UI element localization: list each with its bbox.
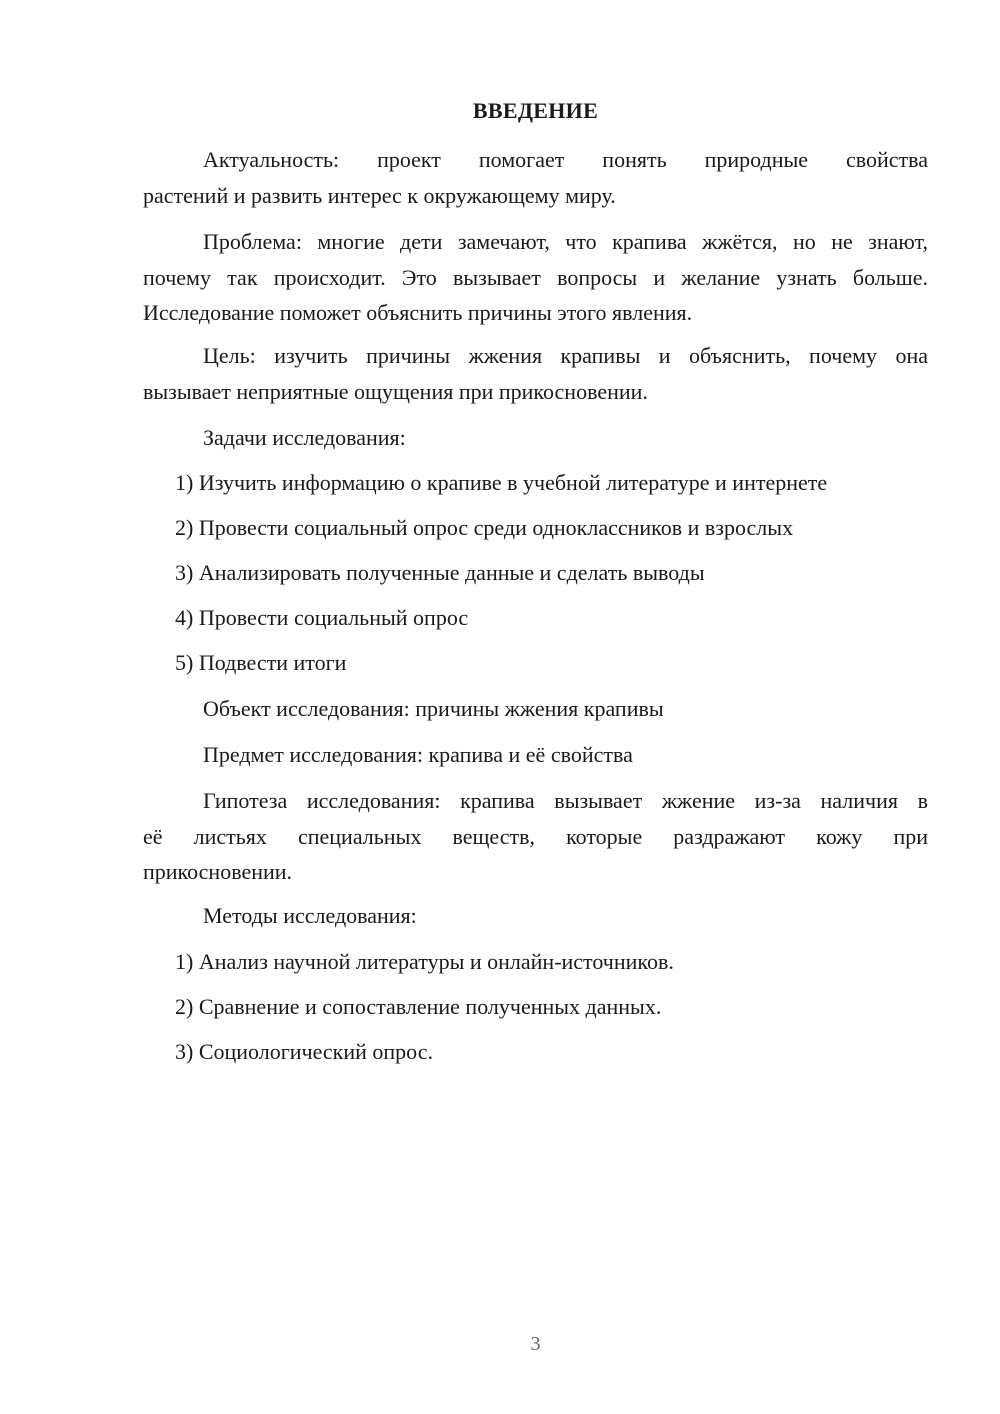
relevance-line-2: растений и развить интерес к окружающему миру. — [143, 182, 616, 208]
page-title: ВВЕДЕНИЕ — [472, 98, 599, 123]
problem-paragraph — [143, 224, 928, 331]
goal-line-2: вызывает неприятные ощущения при прикосновении. — [143, 378, 648, 404]
tasks-heading: Задачи исследования: — [203, 425, 406, 450]
hypothesis-line-2: её листьях специальных веществ, которые раздражают кожу при — [143, 823, 928, 849]
method-item-1: 1) Анализ научной литературы и онлайн-источников. — [175, 949, 674, 974]
document-page — [143, 0, 928, 1414]
problem-line-1: Проблема: многие дети замечают, что крапива жжётся, но не знают, — [203, 229, 928, 254]
hypothesis-line-3: прикосновении. — [143, 859, 293, 884]
problem-line-3: Исследование поможет объяснить причины этого явления. — [143, 300, 693, 325]
hypothesis-line-1: Гипотеза исследования: крапива вызывает жжение из-за наличия в — [203, 788, 928, 813]
research-subject: Предмет исследования: крапива и её свойства — [203, 742, 633, 767]
method-item-3: 3) Социологический опрос. — [175, 1039, 433, 1064]
methods-heading: Методы исследования: — [203, 903, 417, 928]
relevance-paragraph — [143, 142, 928, 213]
hypothesis-paragraph — [143, 783, 928, 890]
page-number: 3 — [530, 1333, 541, 1355]
task-item-4: 4) Провести социальный опрос — [175, 605, 469, 630]
task-item-1: 1) Изучить информацию о крапиве в учебной литературе и интернете — [175, 470, 828, 495]
goal-paragraph — [143, 338, 928, 409]
task-item-3: 3) Анализировать полученные данные и сделать выводы — [175, 560, 705, 585]
task-item-2: 2) Провести социальный опрос среди одноклассников и взрослых — [175, 515, 794, 540]
relevance-line-1: Актуальность: проект помогает понять природные свойства — [203, 147, 928, 172]
problem-line-2: почему так происходит. Это вызывает вопросы и желание узнать больше. — [143, 264, 928, 290]
task-item-5: 5) Подвести итоги — [175, 650, 347, 675]
research-object: Объект исследования: причины жжения крапивы — [203, 696, 664, 721]
method-item-2: 2) Сравнение и сопоставление полученных данных. — [175, 994, 662, 1019]
goal-line-1: Цель: изучить причины жжения крапивы и объяснить, почему она — [203, 343, 928, 368]
